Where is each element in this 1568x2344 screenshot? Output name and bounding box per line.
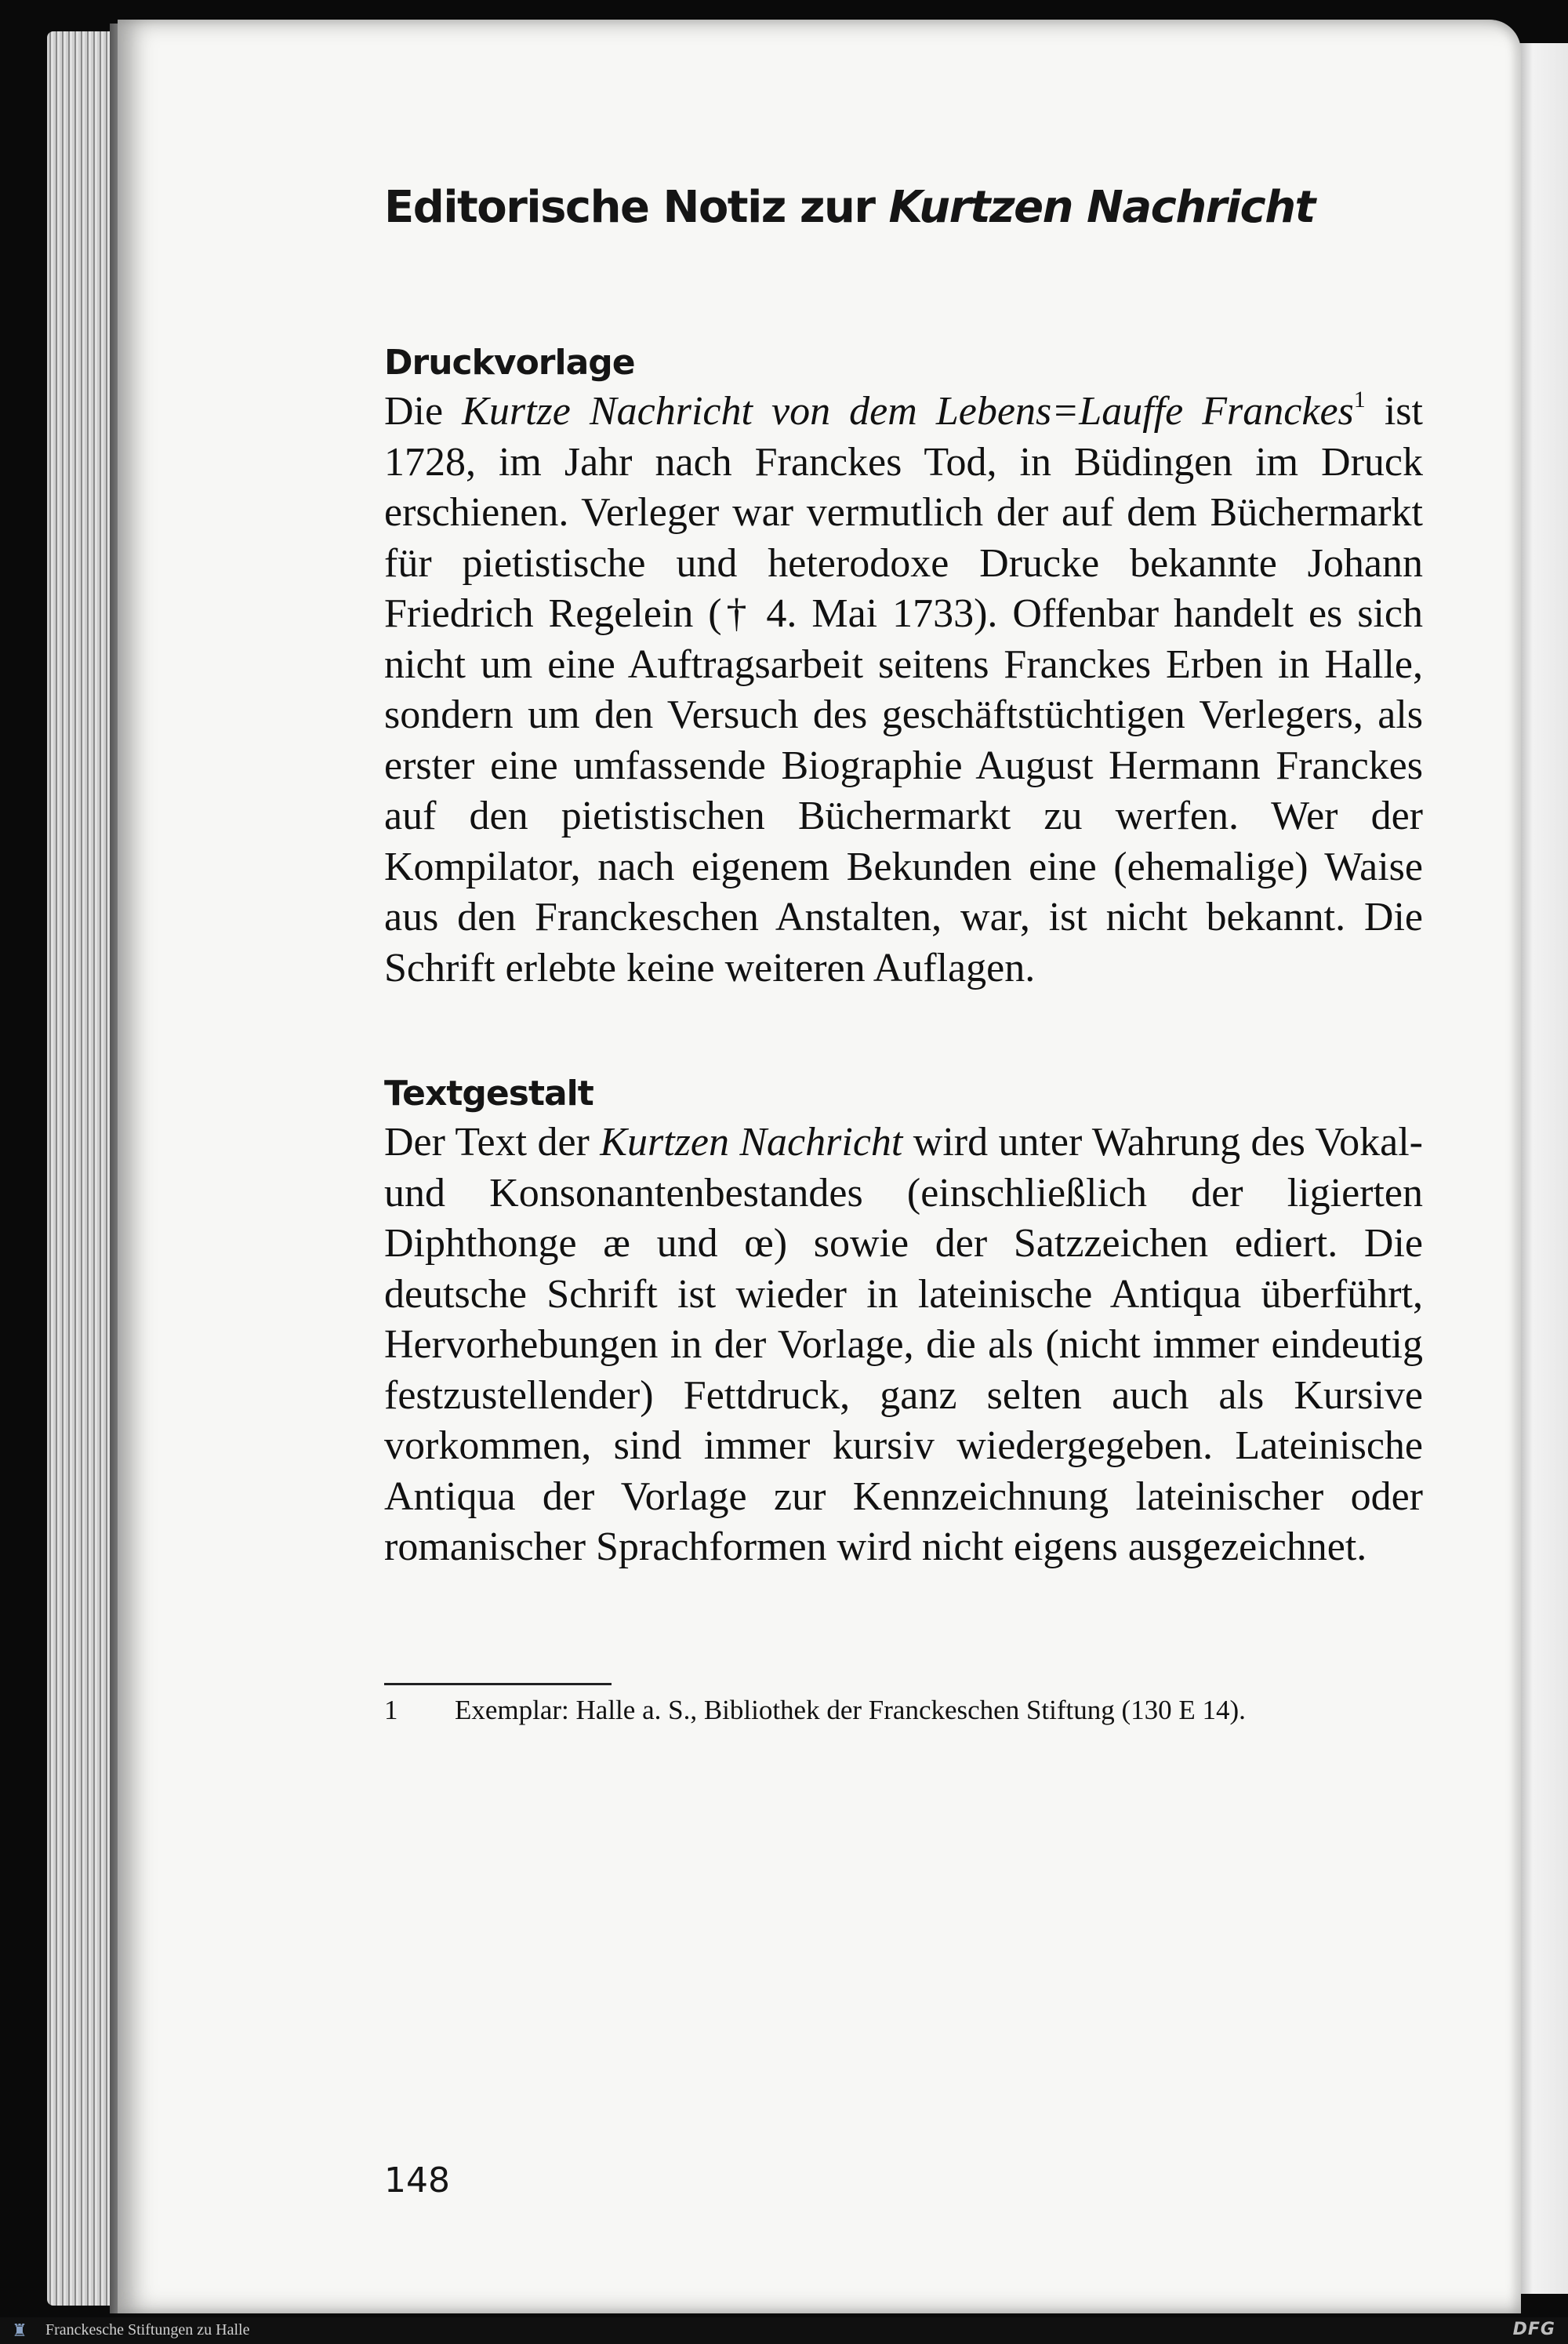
footnote-text: Exemplar: Halle a. S., Bibliothek der Franckeschen Stiftung (130 E 14). xyxy=(455,1694,1246,1725)
section-textgestalt xyxy=(384,1070,1423,1573)
footnote-reference: 1 xyxy=(1353,387,1366,412)
dfg-logo[interactable]: DFG xyxy=(1512,2320,1555,2339)
footnote-number: 1 xyxy=(384,1694,398,1725)
viewer-footer-bar xyxy=(0,2317,1568,2344)
section-heading: Textgestalt xyxy=(384,1074,593,1114)
page-number: 148 xyxy=(384,2160,450,2200)
section-paragraph: Die Kurtze Nachricht von dem Lebens=Lauffe Franckes$^1$ ist 1728, im Jahr nach Franckes Tod, in Büdingen im Druck erschienen. Verleger war vermutlich der auf dem Büchermarkt für pietistische und heterodoxe Drucke bekannte Johann Friedrich Regelein († 4. Mai 1733). Offenbar handelt es sich nicht um eine Auftragsarbeit seitens Franckes Erben in Halle, sondern um den Versuch des geschäftstüchtigen Verlegers, als erster eine umfassende Biographie August Hermann Franckes auf den pietistischen Büchermarkt zu werfen. Wer der Kompilator, nach eigenem Bekunden eine (ehemalige) Waise aus den Franckeschen Anstalten, war, ist nicht bekannt. Die Schrift erlebte keine weiteren Auflagen. xyxy=(384,387,1423,990)
footnote-divider xyxy=(384,1683,612,1685)
section-heading: Druckvorlage xyxy=(384,343,635,383)
book-page xyxy=(118,20,1521,2313)
page-content xyxy=(384,176,1423,1726)
institution-name[interactable]: Franckesche Stiftungen zu Halle xyxy=(45,2321,250,2339)
book-page-edges xyxy=(47,31,118,2306)
section-paragraph: Der Text der Kurtzen Nachricht wird unter Wahrung des Vokal- und Konsonantenbestandes (einschließlich der ligierten Diphthonge æ und œ) sowie der Satzzeichen ediert. Die deutsche Schrift ist wieder in lateinische Antiqua überführt, Hervorhebungen in der Vorlage, die als (nicht immer eindeutig festzustellender) Fettdruck, ganz selten auch als Kursive vorkommen, sind immer kursiv wiedergegeben. Lateinische Antiqua der Vorlage zur Kennzeichnung lateinischer oder romanischer Sprachformen wird nicht eigens ausgezeichnet. xyxy=(384,1120,1423,1569)
section-druckvorlage xyxy=(384,340,1423,994)
footnote xyxy=(384,1695,1423,1726)
page-title: Editorische Notiz zur Kurtzen Nachricht xyxy=(384,182,1315,233)
institution-logo-icon[interactable]: ♜ xyxy=(12,2320,27,2340)
